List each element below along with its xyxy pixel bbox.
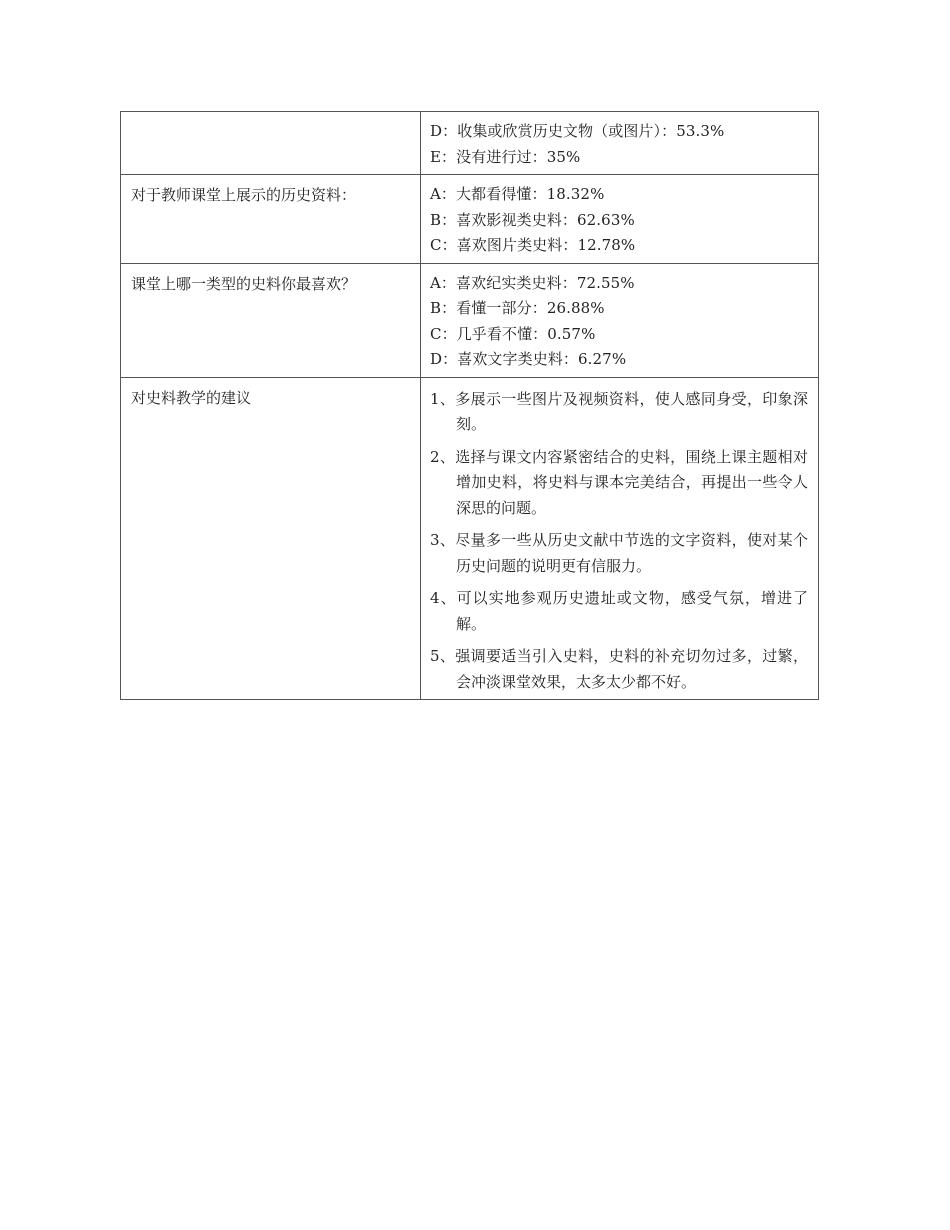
table-row [121,377,819,700]
suggestion-item: 5、强调要适当引入史料，史料的补充切勿过多，过繁，会冲淡课堂效果，太多太少都不好。 [430,647,808,691]
question-text: 课堂上哪一类型的史料你最喜欢？ [131,274,357,293]
answer-cell [421,175,819,264]
option-item: C：喜欢图片类史料：12.78% [430,236,636,254]
option-item: A：大都看得懂：18.32% [430,185,605,203]
question-cell [121,263,421,377]
suggestion-item: 3、尽量多一些从历史文献中节选的文字资料，使对某个历史问题的说明更有信服力。 [430,531,808,575]
question-text: 对于教师课堂上展示的历史资料： [131,186,357,204]
option-item: B：看懂一部分：26.88% [430,299,605,317]
table-row [121,263,819,377]
suggestion-item: 2、选择与课文内容紧密结合的史料，围绕上课主题相对增加史料，将史料与课本完美结合，再提出一些令人深思的问题。 [430,447,808,517]
option-item: D：喜欢文字类史料：6.27% [430,350,627,368]
suggestion-list [430,387,808,696]
answer-cell [421,263,819,377]
answer-cell [421,377,819,700]
option-item: E：没有进行过：35% [430,147,581,166]
suggestion-item: 1、多展示一些图片及视频资料，使人感同身受，印象深刻。 [430,389,808,433]
answer-cell [421,112,819,175]
suggestion-item: 4、可以实地参观历史遗址或文物，感受气氛，增进了解。 [430,589,808,633]
question-cell [121,112,421,175]
table-row [121,112,819,175]
question-text: 对史料教学的建议 [131,388,252,407]
option-item: B：喜欢影视类史料：62.63% [430,210,635,229]
survey-results-table [120,111,819,700]
question-cell [121,175,421,264]
table-row [121,175,819,264]
question-cell [121,377,421,700]
option-item: C：几乎看不懂：0.57% [430,324,596,343]
option-item: D：收集或欣赏历史文物（或图片）：53.3% [430,122,725,140]
option-item: A：喜欢纪实类史料：72.55% [430,273,635,292]
